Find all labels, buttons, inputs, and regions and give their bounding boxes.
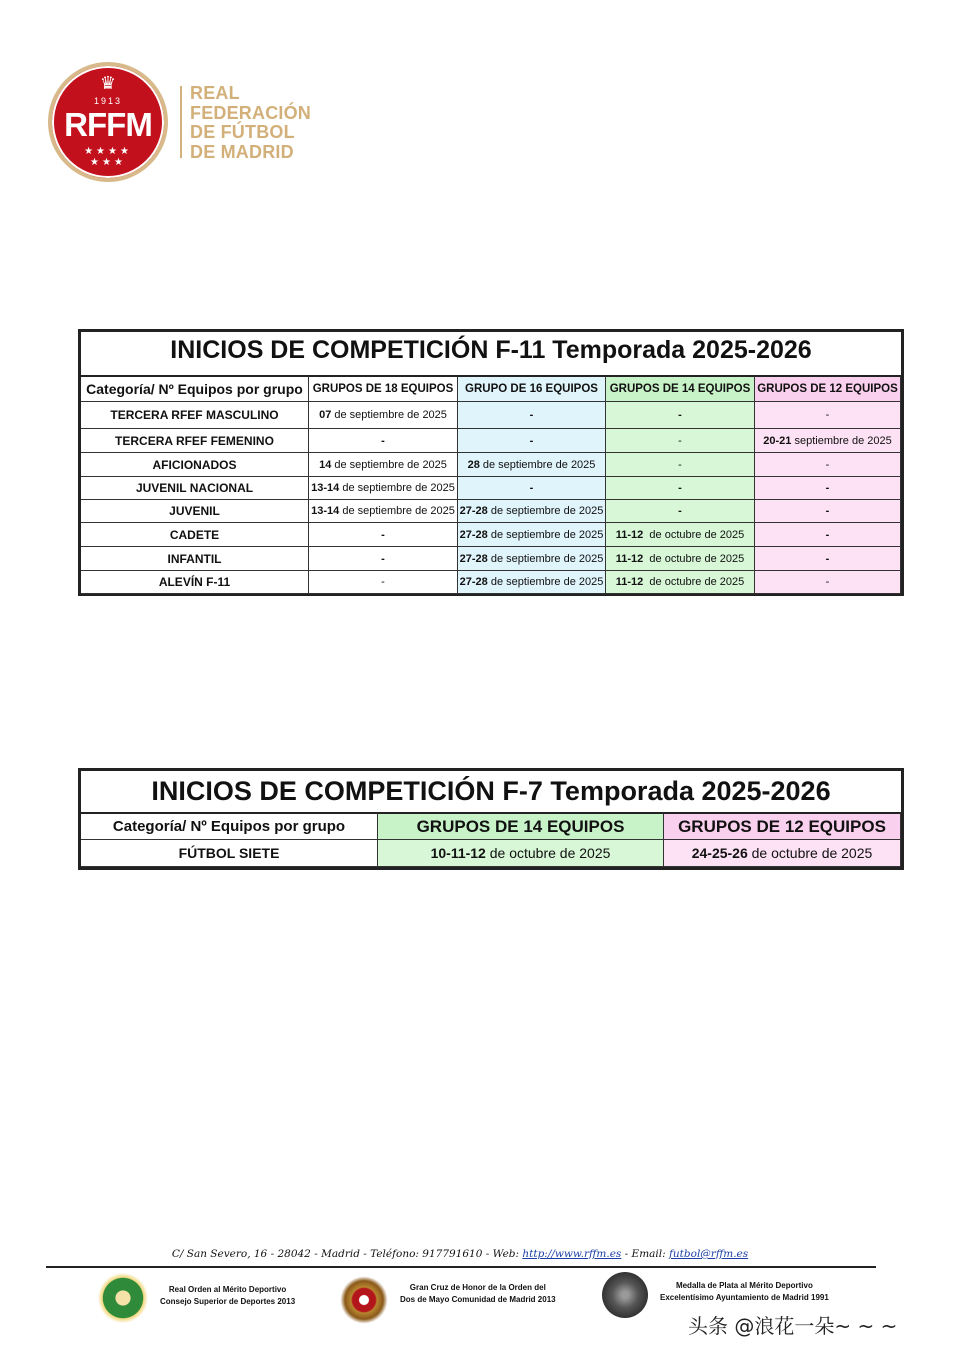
header-group-1: GRUPOS DE 14 EQUIPOS [378,812,664,840]
row-category: JUVENIL [81,500,309,523]
row-category: ALEVÍN F-11 [81,571,309,594]
date-month: - [825,409,830,421]
row-category: JUVENIL NACIONAL [81,477,309,500]
address-text: C/ San Severo, 16 - 28042 - Madrid - Teléfono: 917791610 - Web: [171,1248,523,1260]
date-cell [458,523,606,547]
date-days: - [381,552,385,565]
date-cell [755,429,901,453]
date-days: 27-28 [459,576,488,588]
date-days: - [678,482,682,494]
date-days: - [529,482,534,494]
date-cell [309,453,458,477]
date-month: - [381,576,385,588]
merit-order-icon [98,1272,148,1324]
date-cell [458,429,606,453]
date-cell [755,500,901,523]
date-month: de octubre de 2025 [747,845,873,861]
date-cell [458,453,606,477]
date-cell [458,547,606,571]
date-days: 13-14 [311,505,340,517]
date-days: 07 [319,409,332,421]
logo-divider [180,86,182,158]
date-month: de octubre de 2025 [643,552,745,565]
date-month: de septiembre de 2025 [487,528,604,541]
date-days: 11-12 [615,576,644,588]
date-cell [606,453,755,477]
award-line: Medalla de Plata al Mérito Deportivo [675,1281,813,1290]
federation-line: DE FÚTBOL [190,122,295,142]
date-month: de septiembre de 2025 [487,576,604,588]
date-month: de octubre de 2025 [643,576,745,588]
rffm-seal-icon [48,62,168,182]
federation-line: DE MADRID [190,141,294,162]
date-cell [606,429,755,453]
date-month: - [678,458,682,471]
date-cell [606,477,755,500]
email-link[interactable]: futbol@rffm.es [669,1248,749,1260]
date-days: - [825,505,830,517]
header-group-4: GRUPOS DE 12 EQUIPOS [755,375,901,402]
row-category: TERCERA RFEF MASCULINO [81,402,309,429]
date-month: - [825,576,830,588]
f11-competition-table [78,329,904,596]
date-cell [309,429,458,453]
f7-table-title: INICIOS DE COMPETICIÓN F-7 Temporada 2025-2026 [151,776,831,806]
date-month: - [678,434,682,447]
header-group-1: GRUPOS DE 18 EQUIPOS [309,375,458,402]
header-category: Categoría/ Nº Equipos por grupo [81,812,378,840]
date-days: - [825,482,830,494]
cross-of-honor-icon [338,1272,390,1328]
header-group-2: GRUPOS DE 12 EQUIPOS [664,812,901,840]
date-cell [309,547,458,571]
date-days: 11-12 [615,552,644,565]
row-category: INFANTIL [81,547,309,571]
date-month: de septiembre de 2025 [331,458,447,471]
date-month: de octubre de 2025 [485,845,611,861]
date-month: de septiembre de 2025 [339,505,455,517]
date-days: 28 [467,458,480,471]
date-days: - [678,409,682,421]
date-days: 27-28 [459,505,488,517]
crown-icon: ♛ [99,73,117,93]
date-days: - [529,434,534,447]
award-text [160,1284,295,1308]
date-cell [606,523,755,547]
date-cell [458,402,606,429]
seal-year: 1913 [93,96,123,106]
row-category: TERCERA RFEF FEMENINO [81,429,309,453]
date-days: - [678,505,682,517]
date-month: de septiembre de 2025 [331,409,447,421]
date-cell [755,547,901,571]
header-group-3: GRUPOS DE 14 EQUIPOS [606,375,755,402]
date-cell [664,840,901,867]
date-days: - [825,528,830,541]
award-1 [98,1272,328,1332]
email-label: - Email: [621,1248,670,1260]
award-line: Gran Cruz de Honor de la Orden del [409,1283,546,1292]
award-text [660,1280,829,1304]
date-days: - [825,552,830,565]
date-cell [309,523,458,547]
federation-line: REAL [190,83,240,103]
date-cell [606,547,755,571]
f11-table-title: INICIOS DE COMPETICIÓN F-11 Temporada 2025-2026 [170,336,812,364]
row-category: AFICIONADOS [81,453,309,477]
stars-icon: ★★★★ ★★★ [84,146,132,168]
date-days: 27-28 [459,528,488,541]
award-line: Real Orden al Mérito Deportivo [168,1285,287,1294]
date-days: 10-11-12 [430,845,486,861]
row-category: CADETE [81,523,309,547]
date-cell [755,571,901,594]
award-line: Excelentísimo Ayuntamiento de Madrid 1991 [660,1293,829,1302]
date-month: - [825,458,830,471]
award-text [400,1282,556,1306]
rffm-logo [48,62,328,182]
web-link[interactable]: http://www.rffm.es [522,1248,622,1260]
date-cell [458,571,606,594]
date-cell [309,402,458,429]
date-month: de septiembre de 2025 [339,482,455,494]
date-cell [458,500,606,523]
date-days: 11-12 [615,528,644,541]
date-month: de septiembre de 2025 [487,552,604,565]
date-days: 13-14 [311,482,340,494]
header-group-2: GRUPO DE 16 EQUIPOS [458,375,606,402]
date-cell [309,477,458,500]
date-month: de octubre de 2025 [643,528,745,541]
date-month: septiembre de 2025 [791,434,892,447]
date-cell [755,523,901,547]
date-month: de septiembre de 2025 [487,505,604,517]
date-days: 14 [319,458,332,471]
award-2 [338,1272,578,1332]
date-cell [378,840,664,867]
award-line: Consejo Superior de Deportes 2013 [160,1297,296,1306]
date-days: 24-25-26 [691,845,748,861]
row-category: FÚTBOL SIETE [81,840,378,867]
date-cell [755,402,901,429]
date-cell [606,500,755,523]
date-days: 27-28 [459,552,488,565]
watermark: 头条 @浪花一朵~ ~ ~ [688,1314,898,1338]
header-category: Categoría/ Nº Equipos por grupo [81,375,309,402]
f7-competition-table [78,768,904,870]
federation-name [190,84,311,162]
footer-address [0,1248,920,1260]
seal-acronym: RFFM [64,106,152,143]
footer-divider [46,1266,876,1268]
date-days: 20-21 [763,434,792,447]
date-cell [755,477,901,500]
date-cell [309,500,458,523]
date-cell [606,402,755,429]
date-days: - [529,409,534,421]
date-cell [755,453,901,477]
award-line: Dos de Mayo Comunidad de Madrid 2013 [400,1295,556,1304]
silver-medal-icon [602,1272,648,1318]
date-cell [458,477,606,500]
date-month: de septiembre de 2025 [479,458,596,471]
date-days: - [381,528,385,541]
date-cell [606,571,755,594]
date-cell [309,571,458,594]
federation-line: FEDERACIÓN [190,102,312,123]
date-days: - [381,434,385,447]
